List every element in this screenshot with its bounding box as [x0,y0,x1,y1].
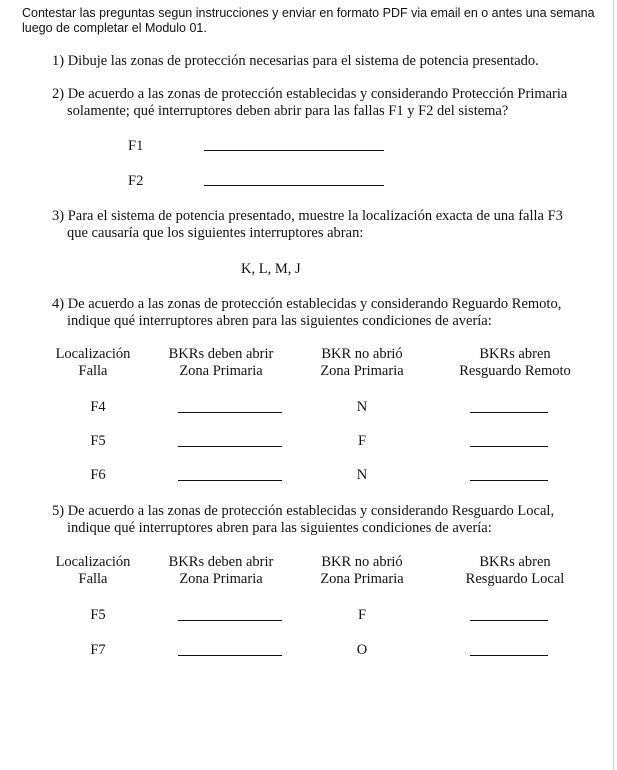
q4-header-location-line-1: Localización [55,346,131,362]
question-4-line-1: 4) De acuerdo a las zonas de protección establecidas y considerando Reguardo Remoto, [52,296,562,312]
q4-header-primary-line-1: BKRs deben abrir [168,346,274,362]
q4-row-1-primary-blank[interactable] [178,412,282,413]
intro-text [22,6,612,36]
question-2-line-2: solamente; qué interruptores deben abrir para las fallas F1 y F2 del sistema? [67,103,509,119]
q4-header-primary [160,346,282,380]
fault-label-f1: F1 [128,138,144,154]
q5-header-backup-line-1: BKRs abren [479,554,551,570]
q5-row-2-bkr: O [356,642,368,658]
q5-row-2-fault: F7 [90,642,106,658]
q4-header-failed [313,346,411,380]
fault-label-f2: F2 [128,173,144,189]
page-border [613,0,614,770]
q5-header-location [50,554,136,588]
q4-row-2-backup-blank[interactable] [470,446,548,447]
q4-row-1-bkr: N [356,399,368,415]
question-4-line-2: indique qué interruptores abren para las siguientes condiciones de avería: [67,313,492,329]
q5-row-1-bkr: F [357,607,367,623]
q5-row-2-primary-blank[interactable] [178,655,282,656]
q4-row-2-primary-blank[interactable] [178,446,282,447]
q4-row-2-fault: F5 [90,433,106,449]
intro-line-1: Contestar las preguntas segun instrucciones y enviar en formato PDF via email en o antes una semana [22,6,595,20]
q4-row-1-fault: F4 [90,399,106,415]
intro-line-2: luego de completar el Modulo 01. [22,21,207,35]
q5-header-primary-line-1: BKRs deben abrir [168,554,274,570]
q5-header-location-line-2: Falla [78,571,108,587]
q5-header-primary-line-2: Zona Primaria [179,571,263,587]
q5-header-primary [160,554,282,588]
question-2-line-1: 2) De acuerdo a las zonas de protección establecidas y considerando Protección Primaria [52,86,568,102]
question-3-line-2: que causaría que los siguientes interruptores abran: [67,225,364,241]
q5-header-backup-line-2: Resguardo Local [465,571,565,587]
q4-row-3-fault: F6 [90,467,106,483]
q4-header-backup-line-2: Resguardo Remoto [459,363,571,379]
q4-header-location [50,346,136,380]
q4-row-1-backup-blank[interactable] [470,412,548,413]
q5-header-failed-line-1: BKR no abrió [321,554,403,570]
q5-header-location-line-1: Localización [55,554,131,570]
answer-blank-f2[interactable] [204,185,384,186]
q4-header-backup [452,346,578,380]
question-3-line-1: 3) Para el sistema de potencia presentado, muestre la localización exacta de una falla F3 [52,208,563,224]
q4-header-location-line-2: Falla [78,363,108,379]
q5-row-1-fault: F5 [90,607,106,623]
q4-row-3-primary-blank[interactable] [178,480,282,481]
question-5-line-1: 5) De acuerdo a las zonas de protección establecidas y considerando Resguardo Local, [52,503,555,519]
answer-blank-f1[interactable] [204,150,384,151]
breaker-list: K, L, M, J [241,261,301,277]
question-5-line-2: indique qué interruptores abren para las siguientes condiciones de avería: [67,520,492,536]
q5-header-failed [313,554,411,588]
q5-header-backup [452,554,578,588]
question-1: 1) Dibuje las zonas de protección necesarias para el sistema de potencia presentado. [52,53,539,69]
q4-row-3-bkr: N [356,467,368,483]
q4-header-primary-line-2: Zona Primaria [179,363,263,379]
q4-header-failed-line-1: BKR no abrió [321,346,403,362]
q5-row-2-backup-blank[interactable] [470,655,548,656]
q4-header-failed-line-2: Zona Primaria [320,363,404,379]
q5-row-1-backup-blank[interactable] [470,620,548,621]
q5-header-failed-line-2: Zona Primaria [320,571,404,587]
q4-header-backup-line-1: BKRs abren [479,346,551,362]
q4-row-3-backup-blank[interactable] [470,480,548,481]
q5-row-1-primary-blank[interactable] [178,620,282,621]
q4-row-2-bkr: F [357,433,367,449]
